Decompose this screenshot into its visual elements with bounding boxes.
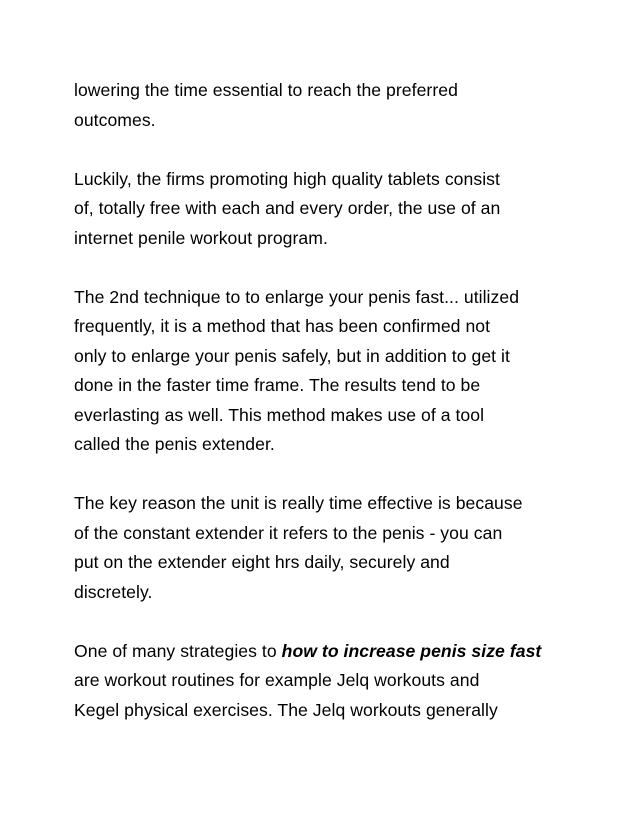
text-line: Luckily, the firms promoting high quality tablets consist <box>74 168 500 189</box>
text-line: only to enlarge your penis safely, but in addition to get it <box>74 345 510 366</box>
text-line: called the penis extender. <box>74 434 275 454</box>
text-line: of, totally free with each and every order, the use of an <box>74 198 501 218</box>
text-line: done in the faster time frame. The results tend to be <box>74 375 481 395</box>
text-line: internet penile workout program. <box>74 227 328 248</box>
document-body <box>74 76 574 725</box>
paragraph-4 <box>74 489 574 607</box>
text-line: outcomes. <box>74 109 156 130</box>
text-line: are workout routines for example Jelq workouts and <box>74 670 480 690</box>
text-line: Kegel physical exercises. The Jelq workouts generally <box>74 699 498 720</box>
text-line: lowering the time essential to reach the preferred <box>74 80 458 100</box>
paragraph-2 <box>74 165 574 254</box>
paragraph-5 <box>74 637 574 726</box>
text-line: The 2nd technique to to enlarge your penis fast... utilized <box>74 286 520 307</box>
text-line-prefix: One of many strategies to <box>74 640 282 661</box>
text-line: frequently, it is a method that has been confirmed not <box>74 316 491 336</box>
text-line: of the constant extender it refers to the penis - you can <box>74 522 503 543</box>
emphasized-keyword-link[interactable]: how to increase penis size fast <box>281 640 542 661</box>
text-line: The key reason the unit is really time effective is because <box>74 493 523 513</box>
paragraph-1 <box>74 76 574 135</box>
text-line: put on the extender eight hrs daily, securely and <box>74 552 450 572</box>
paragraph-3 <box>74 283 574 460</box>
text-line: discretely. <box>74 581 153 602</box>
text-line: everlasting as well. This method makes use of a tool <box>74 404 485 425</box>
